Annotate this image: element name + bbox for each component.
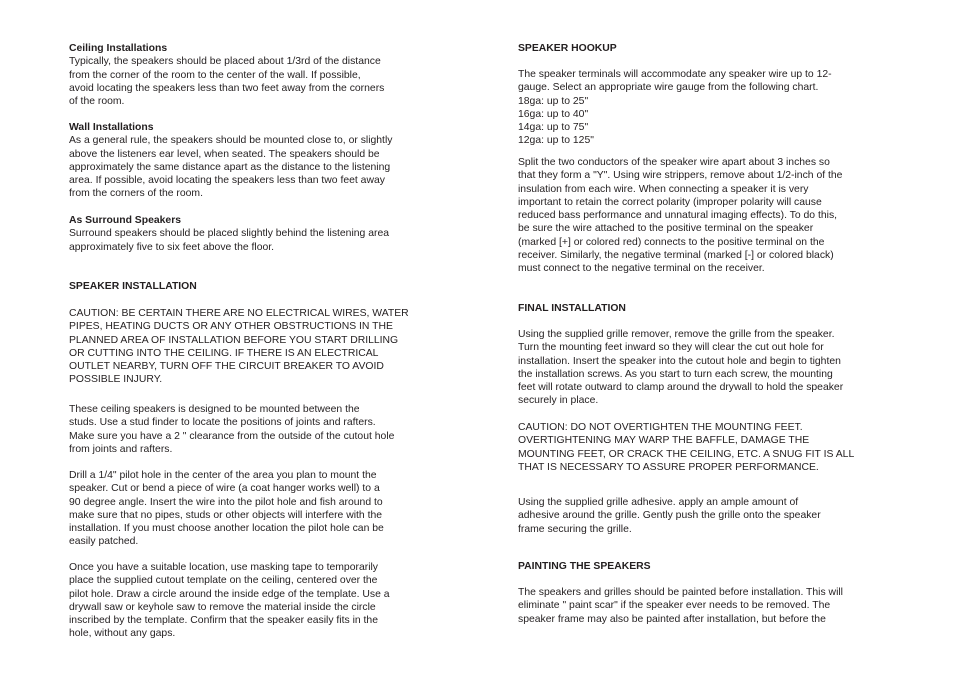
ceiling-installations-heading: Ceiling Installations: [69, 43, 168, 54]
wire-gauge-paragraph: [518, 68, 832, 148]
text-line: adhesive around the grille. Gently push the grille onto the speaker: [518, 510, 821, 522]
text-line: feet will rotate outward to clamp around the drywall to hold the speaker: [518, 382, 844, 394]
text-line: avoid locating the speakers less than two feet away from the corners: [69, 82, 385, 94]
text-line: THAT IS NECESSARY TO ASSURE PROPER PERFORMANCE.: [518, 461, 819, 473]
text-line: make sure that no pipes, studs or other objects will interfere with the: [69, 509, 383, 521]
speaker-installation-heading: SPEAKER INSTALLATION: [69, 281, 197, 292]
text-line: Typically, the speakers should be placed about 1/3rd of the distance: [69, 56, 381, 68]
text-line: Turn the mounting feet inward so they will clear the cut out hole for: [518, 342, 824, 354]
text-line: from the corner of the room to the center of the wall. If possible,: [69, 69, 361, 81]
text-line: 90 degree angle. Insert the wire into the pilot hole and fish around to: [69, 496, 383, 508]
final-installation-paragraph: [518, 328, 843, 408]
text-line: approximately five to six feet above the floor.: [69, 241, 275, 253]
text-line: approximately the same distance apart as the distance to the listening: [69, 161, 391, 173]
text-line: of the room.: [69, 96, 125, 108]
cutout-template-paragraph: [69, 561, 390, 641]
text-line: hole, without any gaps.: [69, 628, 176, 640]
text-line: (marked [+] or colored red) connects to the positive terminal on the: [518, 236, 825, 248]
final-installation-heading-block: [518, 302, 626, 315]
text-line: reduced bass performance and unnatural imaging effects). To do this,: [518, 210, 838, 222]
text-line: pilot hole. Draw a circle around the inside edge of the template. Use a: [69, 588, 390, 600]
text-line: receiver. Similarly, the negative terminal (marked [-] or colored black): [518, 250, 834, 262]
text-line: Once you have a suitable location, use masking tape to temporarily: [69, 562, 379, 573]
grille-adhesive-paragraph: [518, 496, 821, 536]
pilot-hole-paragraph: [69, 469, 384, 549]
speaker-hookup-heading-block: [518, 42, 617, 55]
text-line: Split the two conductors of the speaker wire apart about 3 inches so: [518, 157, 830, 168]
text-line: frame securing the grille.: [518, 523, 632, 535]
text-line: inscribed by the template. Confirm that the speaker easily fits in the: [69, 615, 378, 627]
text-line: Surround speakers should be placed slightly behind the listening area: [69, 228, 390, 240]
wall-installations-heading: Wall Installations: [69, 122, 154, 133]
text-line: securely in place.: [518, 395, 599, 407]
text-line: easily patched.: [69, 536, 139, 548]
text-line: OVERTIGHTENING MAY WARP THE BAFFLE, DAMAGE THE: [518, 435, 810, 447]
text-line: that they form a "Y". Using wire strippers, remove about 1/2-inch of the: [518, 170, 843, 182]
text-line: drywall saw or keyhole saw to remove the material inside the circle: [69, 601, 376, 613]
wire-gauge-item: 16ga: up to 40": [518, 108, 589, 120]
text-line: PIPES, HEATING DUCTS OR ANY OTHER OBSTRUCTIONS IN THE: [69, 321, 393, 333]
speaker-hookup-heading: SPEAKER HOOKUP: [518, 43, 617, 54]
text-line: area. If possible, avoid locating the speakers less than two feet away: [69, 175, 385, 187]
studs-paragraph: [69, 403, 394, 456]
text-line: studs. Use a stud finder to locate the positions of joints and rafters.: [69, 417, 376, 429]
wire-gauge-item: 14ga: up to 75": [518, 122, 589, 134]
text-line: from joints and rafters.: [69, 443, 173, 455]
text-line: Drill a 1/4" pilot hole in the center of the area you plan to mount the: [69, 470, 377, 481]
text-line: As a general rule, the speakers should be mounted close to, or slightly: [69, 135, 393, 147]
painting-heading-block: [518, 560, 651, 573]
wall-installations-section: [69, 121, 392, 201]
text-line: installation. If you must choose another location the pilot hole can be: [69, 523, 384, 535]
text-line: important to retain the correct polarity (improper polarity will cause: [518, 196, 822, 208]
wire-gauge-item: 18ga: up to 25": [518, 95, 589, 107]
text-line: CAUTION: DO NOT OVERTIGHTEN THE MOUNTING FEET.: [518, 422, 803, 433]
text-line: gauge. Select an appropriate wire gauge from the following chart.: [518, 82, 819, 94]
text-line: CAUTION: BE CERTAIN THERE ARE NO ELECTRICAL WIRES, WATER: [69, 308, 409, 319]
text-line: These ceiling speakers is designed to be mounted between the: [69, 404, 360, 415]
surround-speakers-section: [69, 214, 389, 254]
text-line: OUTLET NEARBY, TURN OFF THE CIRCUIT BREAKER TO AVOID: [69, 361, 384, 373]
text-line: the installation screws. As you start to turn each screw, the mounting: [518, 368, 833, 380]
text-line: above the listeners ear level, when seated. The speakers should be: [69, 148, 380, 160]
text-line: from the corners of the room.: [69, 188, 203, 200]
overtighten-caution-paragraph: [518, 421, 854, 474]
text-line: Make sure you have a 2 " clearance from the outside of the cutout hole: [69, 430, 395, 442]
text-line: speaker frame may also be painted after installation, but before the: [518, 613, 826, 625]
text-line: speaker. Cut or bend a piece of wire (a coat hanger works well) to a: [69, 483, 380, 495]
text-line: The speaker terminals will accommodate any speaker wire up to 12-: [518, 69, 832, 80]
text-line: Using the supplied grille adhesive. apply an ample amount of: [518, 497, 799, 508]
text-line: MOUNTING FEET, OR CRACK THE CEILING, ETC. A SNUG FIT IS ALL: [518, 448, 855, 460]
text-line: installation. Insert the speaker into the cutout hole and begin to tighten: [518, 355, 841, 367]
text-line: eliminate " paint scar" if the speaker ever needs to be removed. The: [518, 600, 831, 612]
text-line: Using the supplied grille remover, remove the grille from the speaker.: [518, 329, 835, 340]
caution-paragraph: [69, 307, 409, 387]
polarity-paragraph: [518, 156, 842, 276]
text-line: OR CUTTING INTO THE CEILING. IF THERE IS AN ELECTRICAL: [69, 347, 379, 359]
wire-gauge-item: 12ga: up to 125": [518, 135, 594, 147]
ceiling-installations-section: [69, 42, 384, 108]
final-installation-heading: FINAL INSTALLATION: [518, 303, 626, 314]
text-line: POSSIBLE INJURY.: [69, 374, 163, 386]
text-line: The speakers and grilles should be painted before installation. This will: [518, 587, 843, 598]
text-line: be sure the wire attached to the positive terminal on the speaker: [518, 223, 814, 235]
text-line: must connect to the negative terminal on the receiver.: [518, 263, 765, 275]
speaker-installation-heading-block: [69, 280, 197, 293]
text-line: place the supplied cutout template on the ceiling, centered over the: [69, 575, 378, 587]
painting-paragraph: [518, 586, 843, 626]
text-line: insulation from each wire. When connecting a speaker it is very: [518, 183, 809, 195]
surround-speakers-heading: As Surround Speakers: [69, 215, 182, 226]
painting-the-speakers-heading: PAINTING THE SPEAKERS: [518, 561, 651, 572]
text-line: PLANNED AREA OF INSTALLATION BEFORE YOU START DRILLING: [69, 334, 399, 346]
